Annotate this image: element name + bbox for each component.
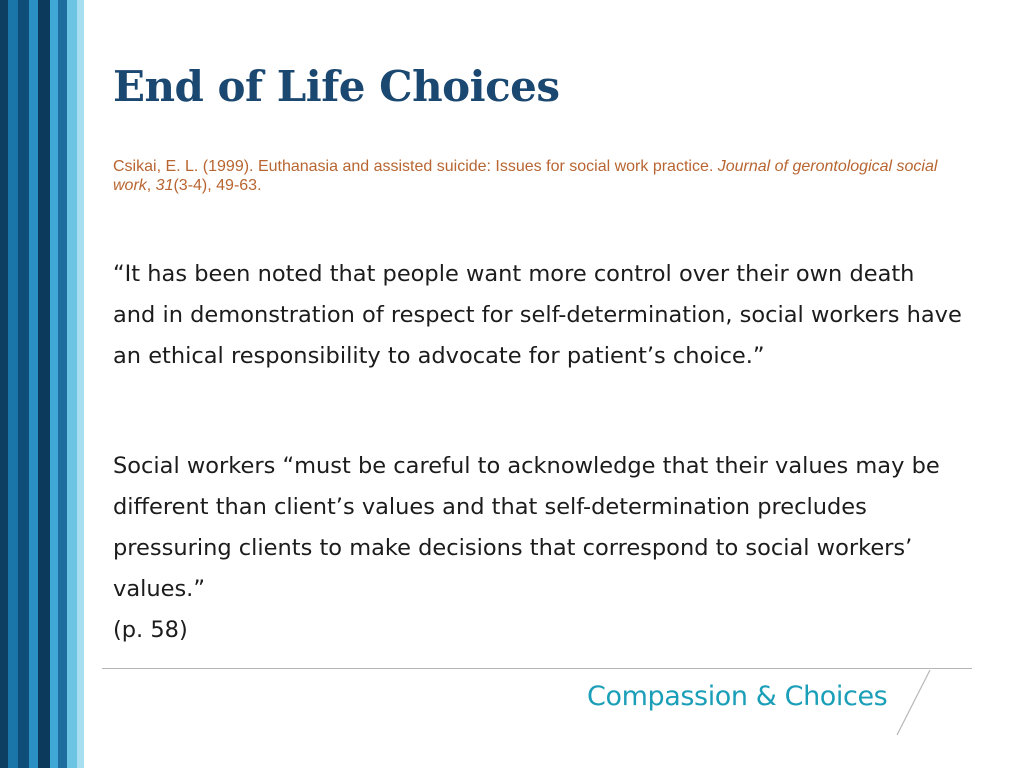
footer-divider [102, 668, 972, 669]
stripe [18, 0, 29, 768]
slide-title: End of Life Choices [113, 62, 560, 111]
stripe [58, 0, 67, 768]
compassion-choices-logo: Compassion & Choices [587, 681, 888, 712]
citation-journal: Journal of gerontological social work [113, 158, 938, 194]
quote-paragraph-2 [113, 446, 963, 651]
quote-paragraph-1: “It has been noted that people want more control over their own death and in demonstration of respect for self-determination, social workers have an ethical responsibility to advocate for patient’s choice.” [113, 261, 962, 369]
stripe [38, 0, 50, 768]
decorative-side-stripes [0, 0, 84, 768]
page-reference: (p. 58) [113, 617, 188, 643]
quote-2-text: Social workers “must be careful to acknowledge that their values may be different than client’s values and that self-determination precludes pressuring clients to make decisions that correspond to social workers’ values.” [113, 453, 940, 602]
citation-authors: Csikai, E. L. (1999). Euthanasia and assisted suicide: Issues for social work practice. [113, 158, 718, 175]
citation-volume: 31 [155, 177, 174, 194]
citation [113, 157, 973, 195]
stripe [50, 0, 58, 768]
stripe [0, 0, 8, 768]
stripe [77, 0, 84, 768]
stripe [8, 0, 18, 768]
stripe [67, 0, 77, 768]
stripe [29, 0, 38, 768]
citation-issue-pages: (3-4), 49-63. [173, 177, 262, 194]
citation-comma: , [146, 177, 156, 194]
